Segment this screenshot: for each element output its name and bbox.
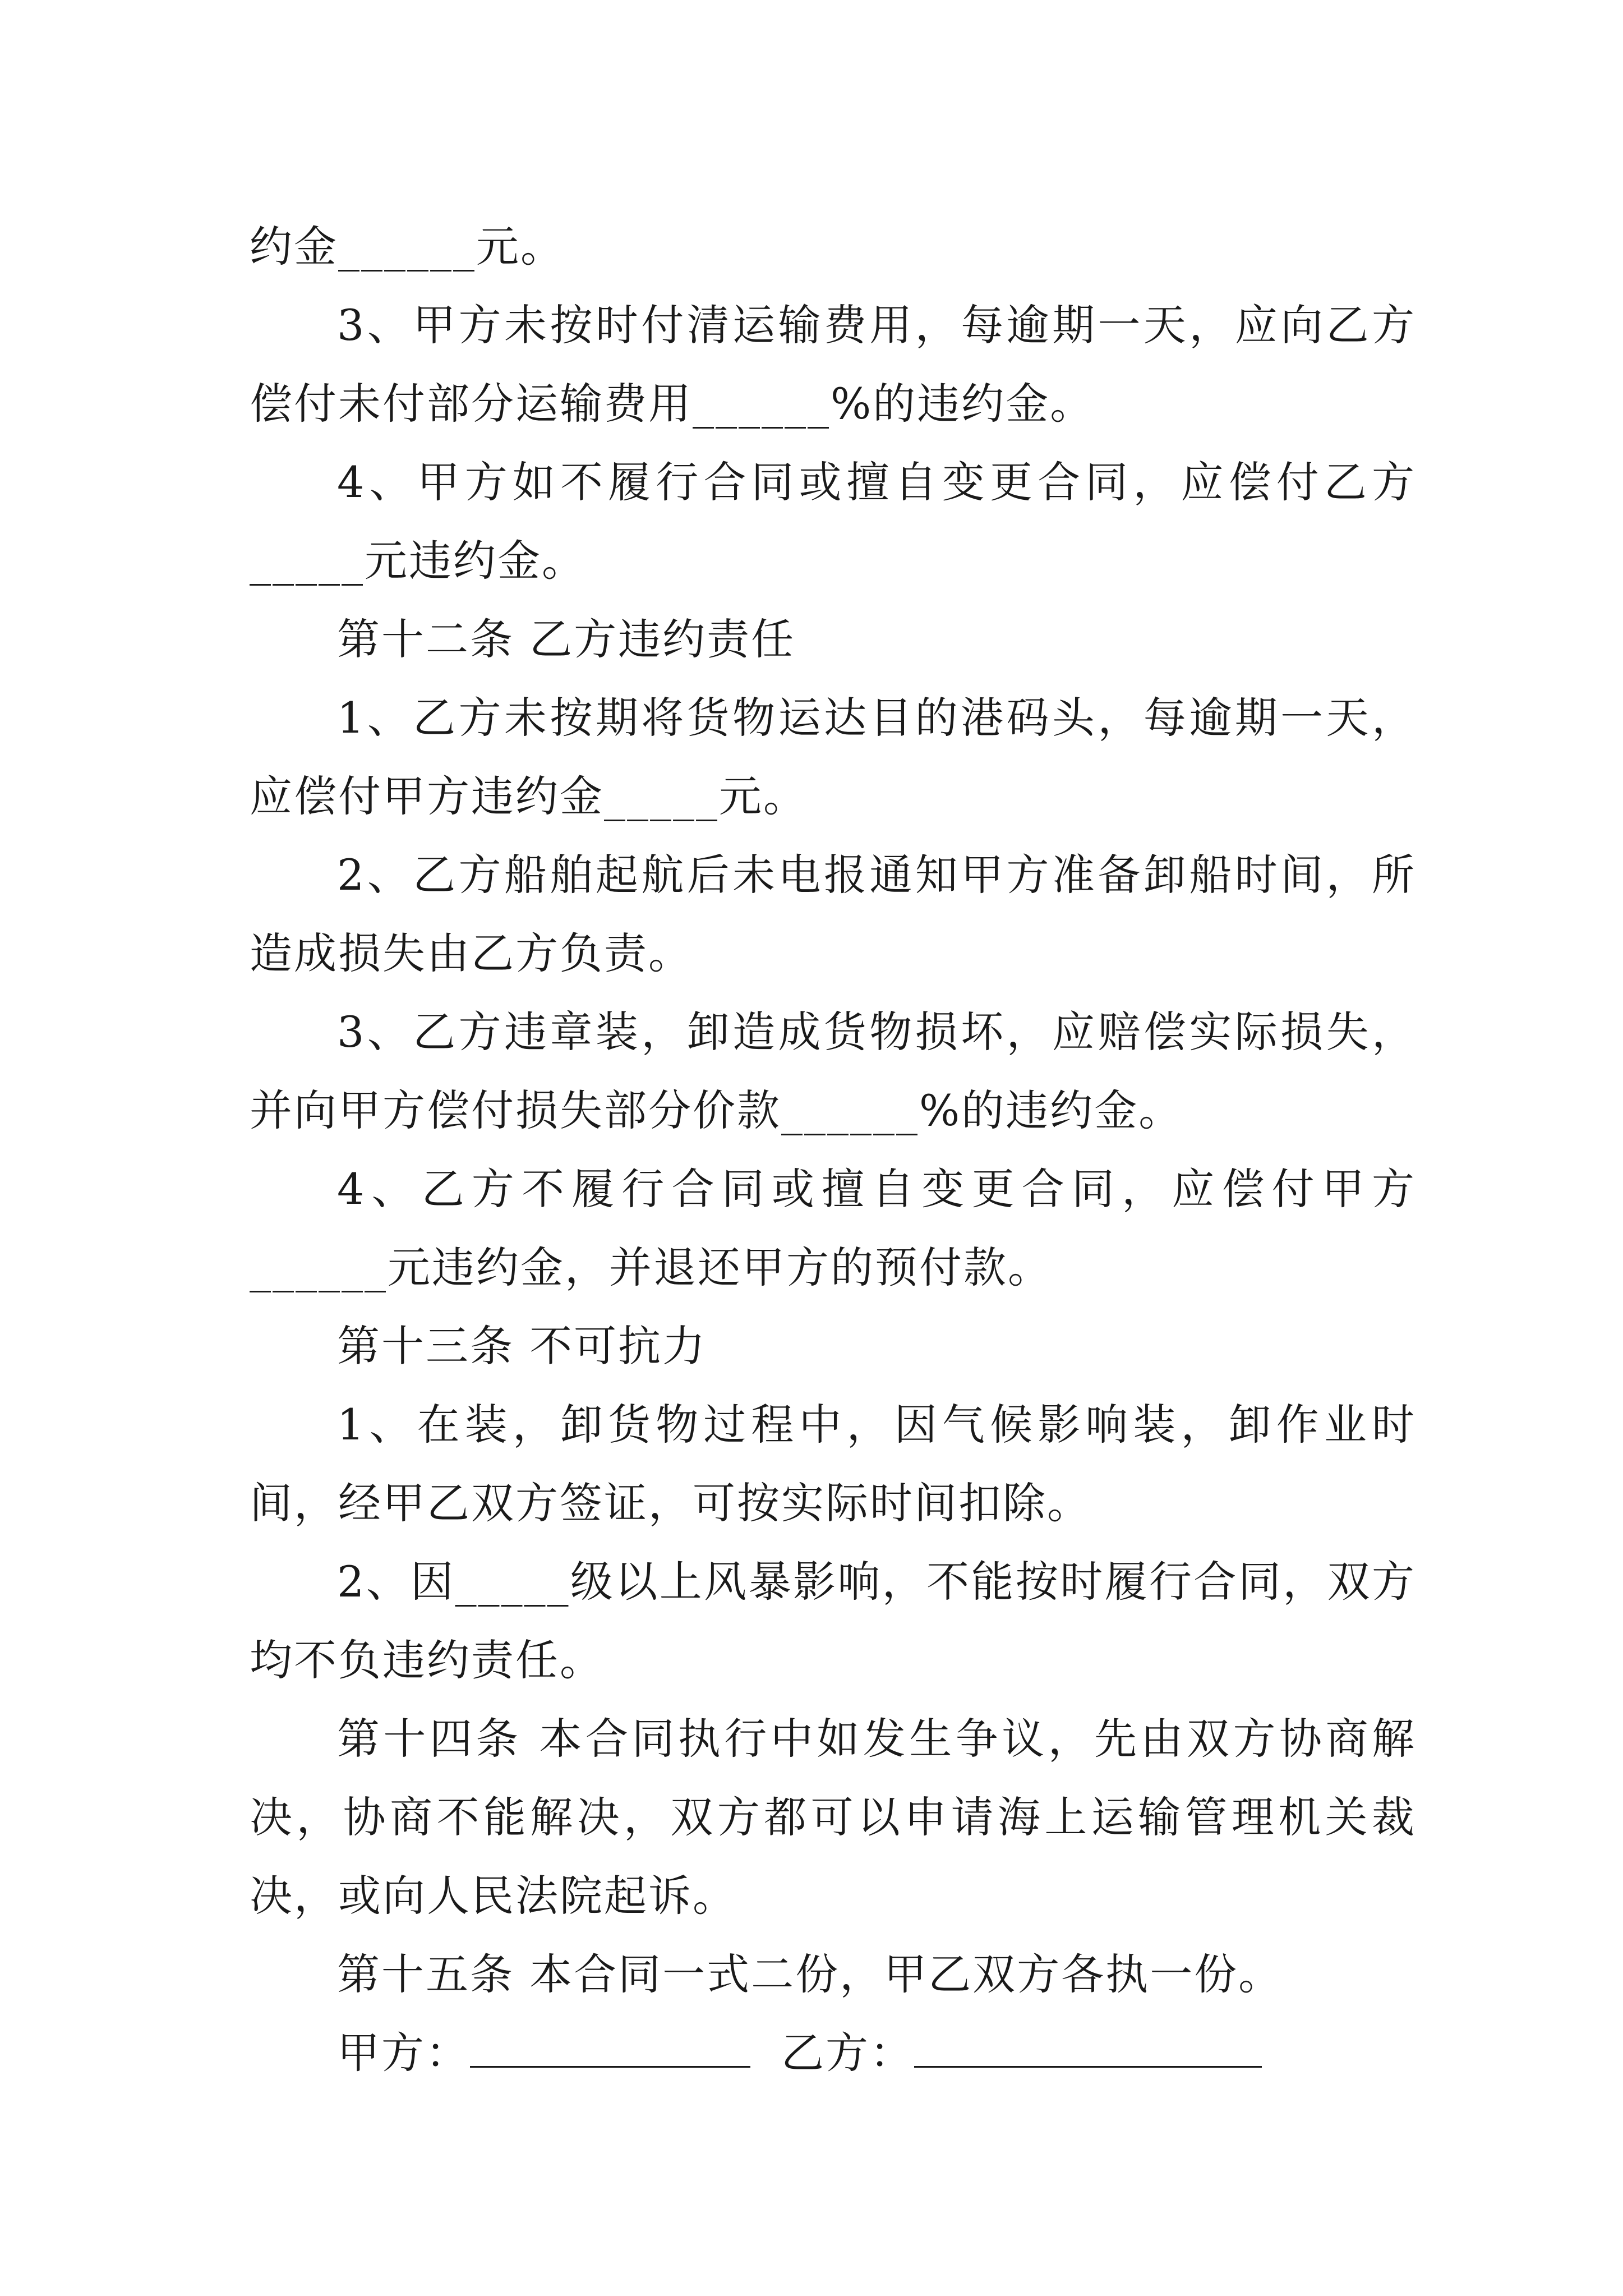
paragraph-party-a-late-payment: 3、甲方未按时付清运输费用，每逾期一天，应向乙方偿付未付部分运输费用______%的违约金。 (250, 300, 1416, 429)
party-a-signature-line (470, 2027, 750, 2068)
paragraph-storm-exemption: 2、因_____级以上风暴影响，不能按时履行合同，双方均不负违约责任。 (250, 1557, 1416, 1685)
party-b-label: 乙方： (781, 2028, 914, 2078)
article-12-heading: 第十二条 乙方违约责任 (337, 614, 796, 664)
paragraph-fine-amount-continued: 约金______元。 (250, 222, 565, 272)
article-13-heading: 第十三条 不可抗力 (337, 1321, 707, 1371)
signature-row (250, 2014, 1416, 2092)
paragraph-party-b-late-delivery: 1、乙方未按期将货物运达目的港码头，每逾期一天，应偿付甲方违约金_____元。 (250, 693, 1416, 821)
article-15-copies: 第十五条 本合同一式二份，甲乙双方各执一份。 (337, 1949, 1283, 1999)
paragraph-party-b-telegram: 2、乙方船舶起航后未电报通知甲方准备卸船时间，所造成损失由乙方负责。 (250, 850, 1416, 978)
paragraph-party-a-breach: 4、甲方如不履行合同或擅自变更合同，应偿付乙方_____元违约金。 (250, 457, 1416, 586)
article-14-dispute: 第十四条 本合同执行中如发生争议，先由双方协商解决，协商不能解决，双方都可以申请海上运输管理机关裁决，或向人民法院起诉。 (250, 1714, 1416, 1921)
paragraph-party-b-damage: 3、乙方违章装，卸造成货物损坏，应赔偿实际损失，并向甲方偿付损失部分价款______%的违约金。 (250, 1007, 1416, 1135)
party-b-signature-line (914, 2027, 1262, 2068)
paragraph-weather-delay: 1、在装，卸货物过程中，因气候影响装，卸作业时间，经甲乙双方签证，可按实际时间扣除。 (250, 1400, 1416, 1528)
party-a-label: 甲方： (337, 2028, 470, 2078)
contract-body (250, 208, 1416, 2092)
paragraph-party-b-breach: 4、乙方不履行合同或擅自变更合同，应偿付甲方______元违约金，并退还甲方的预付款。 (250, 1164, 1416, 1292)
